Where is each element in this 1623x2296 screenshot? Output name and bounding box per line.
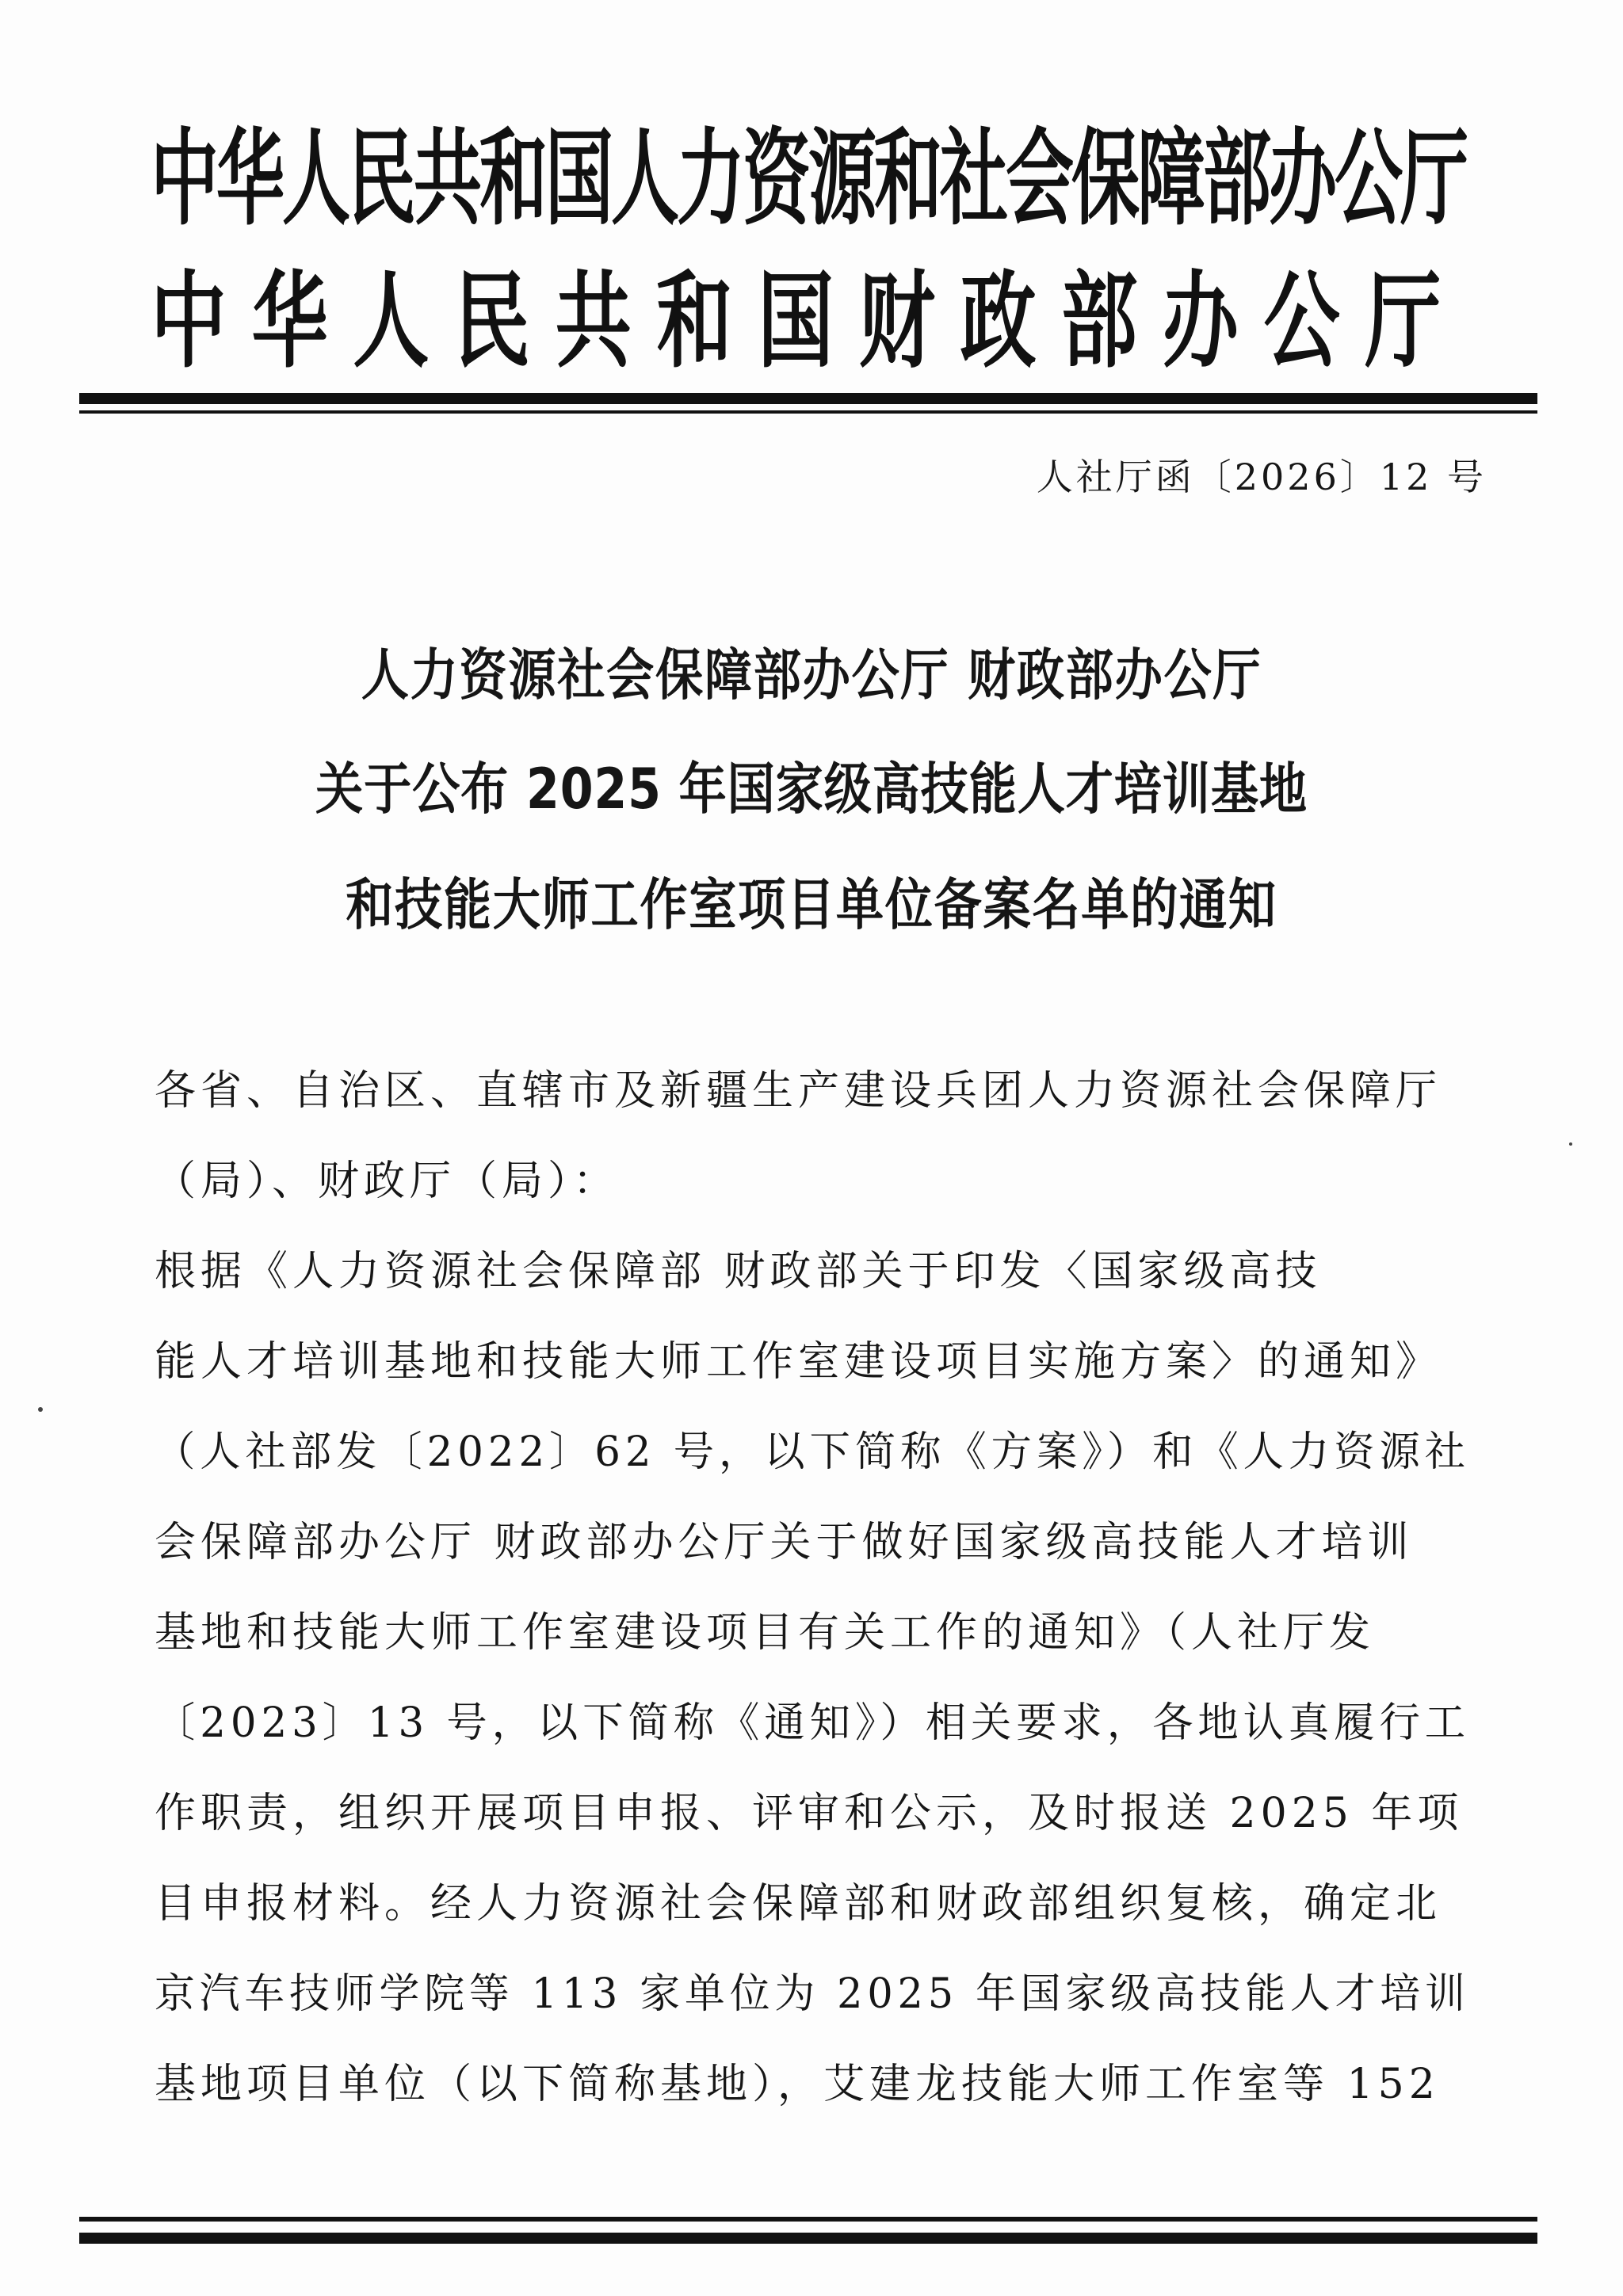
footer-divider-thick — [79, 2233, 1537, 2244]
body-line: 〔2023〕13 号，以下简称《通知》）相关要求，各地认真履行工 — [155, 1699, 1471, 1747]
footer-divider-thin — [79, 2217, 1537, 2222]
scan-speck — [1569, 1142, 1572, 1146]
header-divider-thin — [79, 410, 1537, 414]
body-line: 能人才培训基地和技能大师工作室建设项目实施方案〉的通知》 — [155, 1338, 1442, 1386]
body-line: （人社部发〔2022〕62 号，以下简称《方案》）和《人力资源社 — [155, 1428, 1471, 1476]
issuer-header-line-1: 中华人民共和国人力资源和社会保障部办公厅 — [151, 117, 1466, 240]
body-line: 京汽车技师学院等 113 家单位为 2025 年国家级高技能人才培训 — [155, 1970, 1470, 2018]
body-line: 根据《人力资源社会保障部 财政部关于印发〈国家级高技 — [155, 1248, 1322, 1295]
scan-speck — [38, 1407, 43, 1412]
header-divider-thick — [79, 393, 1537, 404]
body-line: 作职责，组织开展项目申报、评审和公示，及时报送 2025 年项 — [155, 1790, 1464, 1837]
title-line-1: 人力资源社会保障部办公厅 财政部办公厅 — [361, 643, 1262, 707]
document-number: 人社厅函〔2026〕12 号 — [1036, 456, 1487, 498]
title-line-3: 和技能大师工作室项目单位备案名单的通知 — [346, 872, 1277, 937]
title-line-2: 关于公布 2025 年国家级高技能人才培训基地 — [315, 757, 1308, 822]
body-line: 基地和技能大师工作室建设项目有关工作的通知》（人社厅发 — [155, 1609, 1376, 1657]
body-line: 基地项目单位（以下简称基地），艾建龙技能大师工作室等 152 — [155, 2061, 1440, 2108]
body-line: （局）、财政厅（局）： — [155, 1158, 620, 1205]
body-line: 会保障部办公厅 财政部办公厅关于做好国家级高技能人才培训 — [155, 1519, 1414, 1566]
body-line: 各省、自治区、直辖市及新疆生产建设兵团人力资源社会保障厅 — [155, 1067, 1442, 1115]
body-line: 目申报材料。经人力资源社会保障部和财政部组织复核，确定北 — [155, 1880, 1442, 1928]
issuer-header-line-2: 中华人民共和国财政部办公厅 — [151, 260, 1466, 383]
